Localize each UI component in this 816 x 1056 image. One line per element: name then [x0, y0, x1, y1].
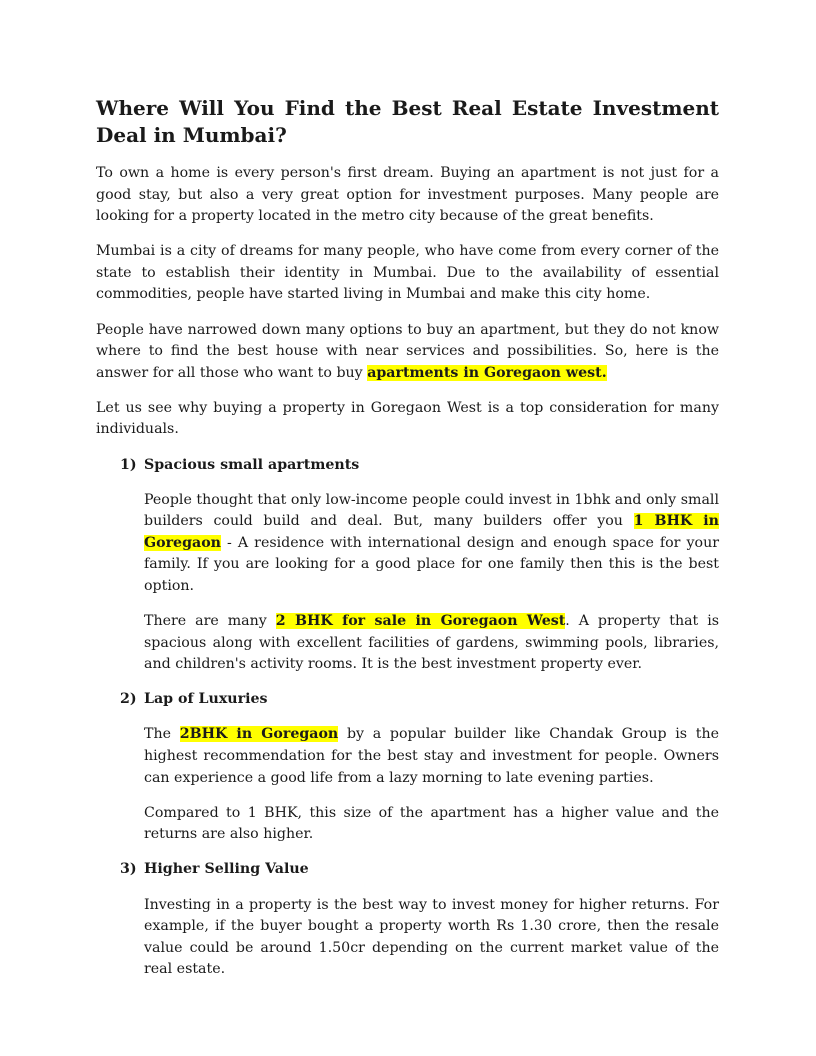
section-number: 3) — [120, 861, 137, 878]
section-2-paragraph-2: Compared to 1 BHK, this size of the apartment has a higher value and the returns are also higher. — [144, 804, 719, 843]
paragraph-text: People thought that only low-income people could invest in 1bhk and only small builders could build and deal. But, many builders offer you — [144, 491, 719, 530]
section-1-paragraph-1 — [144, 490, 719, 598]
section-heading-1 — [120, 455, 719, 477]
intro-paragraph-3 — [96, 320, 719, 385]
section-heading-text: Spacious small apartments — [144, 456, 360, 473]
paragraph-text: . A property that is spacious along with excellent facilities of gardens, swimming pools, libraries, and children's activity rooms. It is the best investment property ever. — [144, 613, 720, 673]
section-number: 2) — [120, 691, 137, 708]
intro-paragraph-2: Mumbai is a city of dreams for many people, who have come from every corner of the state to establish their identity in Mumbai. Due to the availability of essential commodities, people have started living in Mumbai and make this city home. — [96, 243, 719, 303]
link-1-bhk-goregaon[interactable]: 1 BHK in Goregaon — [144, 513, 719, 551]
intro-paragraph-1: To own a home is every person's first dream. Buying an apartment is not just for a good stay, but also a very great option for investment purposes. Many people are looking for a property located in the metro city because of the great benefits. — [96, 165, 719, 225]
link-2-bhk-sale-goregaon-west[interactable]: 2 BHK for sale in Goregaon West — [275, 613, 566, 630]
section-heading-text: Lap of Luxuries — [144, 691, 268, 708]
section-1-paragraph-2 — [144, 611, 719, 676]
section-heading-3 — [120, 859, 719, 881]
section-heading-2 — [120, 689, 719, 711]
link-2bhk-goregaon[interactable]: 2BHK in Goregaon — [179, 726, 339, 743]
intro-paragraph-4: Let us see why buying a property in Goregaon West is a top consideration for many individuals. — [96, 399, 719, 438]
document-title: Where Will You Find the Best Real Estate Investment Deal in Mumbai? — [96, 96, 719, 147]
paragraph-text: The — [144, 726, 180, 743]
section-2-paragraph-1 — [144, 724, 719, 789]
paragraph-text: There are many — [144, 613, 276, 630]
link-apartments-goregaon-west[interactable]: apartments in Goregaon west. — [367, 364, 607, 381]
section-heading-text: Higher Selling Value — [144, 861, 309, 878]
paragraph-text: People have narrowed down many options to buy an apartment, but they do not know where to find the best house with near services and possibilities. So, here is the answer for all those who want to buy — [96, 321, 719, 381]
paragraph-text: - A residence with international design and enough space for your family. If you are looking for a good place for one family then this is the best option. — [144, 534, 719, 594]
document-page — [96, 95, 719, 994]
section-number: 1) — [120, 456, 137, 473]
section-3-paragraph-1: Investing in a property is the best way to invest money for higher returns. For example, if the buyer bought a property worth Rs 1.30 crore, then the resale value could be around 1.50cr depending on the current market value of the real estate. — [144, 896, 719, 978]
paragraph-text: by a popular builder like Chandak Group is the highest recommendation for the best stay and investment for people. Owners can experience a good life from a lazy morning to late evening parties. — [144, 726, 720, 786]
